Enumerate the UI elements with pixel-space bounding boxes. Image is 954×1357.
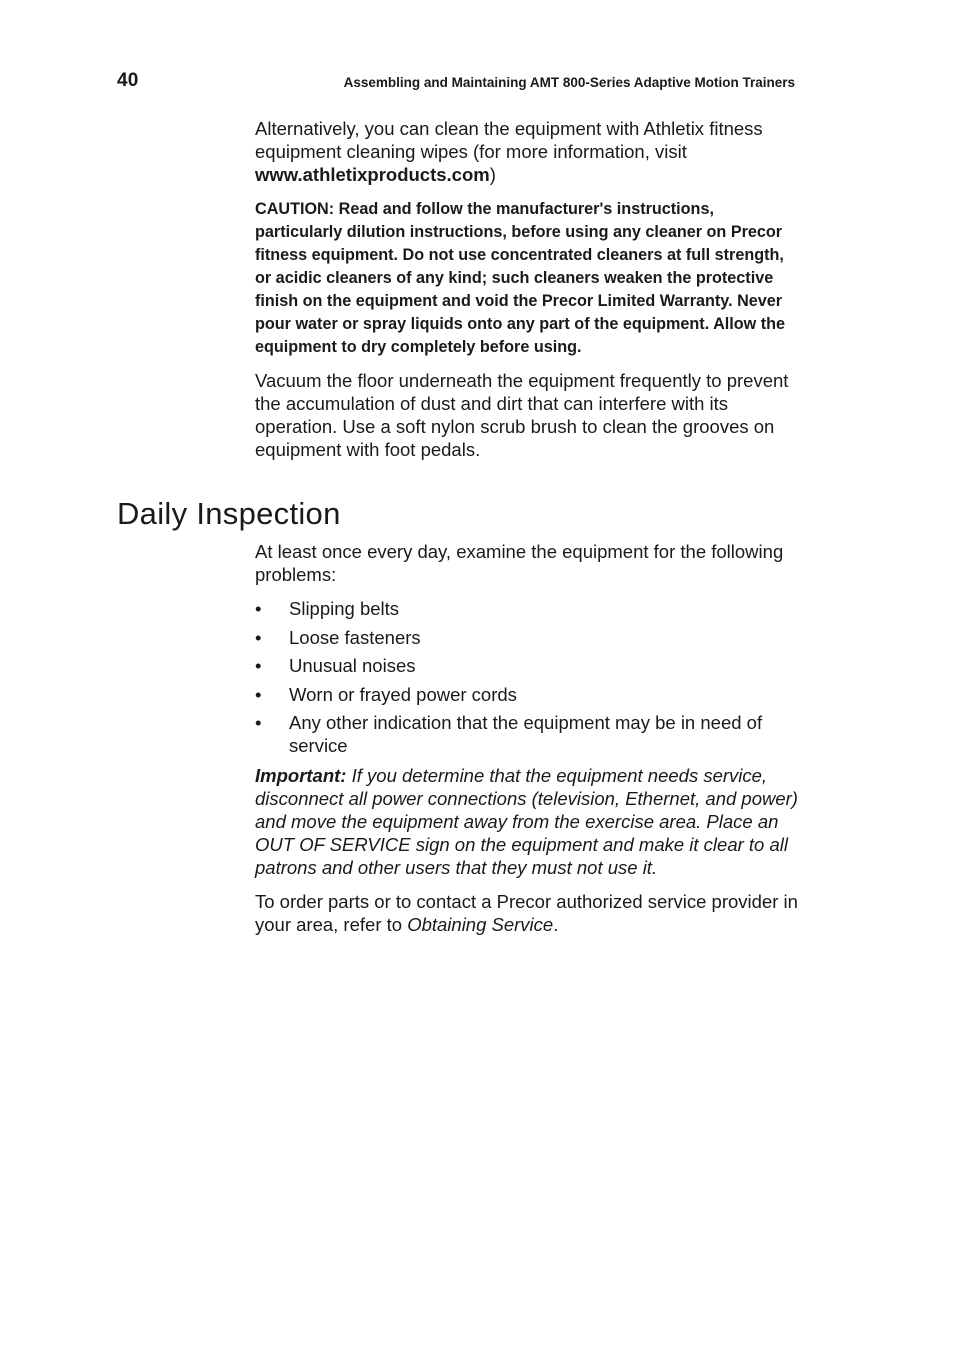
bullet-icon: • bbox=[255, 683, 262, 705]
list-item-text: Any other indication that the equipment may be in need of service bbox=[289, 712, 763, 756]
list-item-text: Loose fasteners bbox=[289, 626, 421, 648]
list-item-text: Slipping belts bbox=[289, 598, 400, 619]
important-text: If you determine that the equipment needs service, disconnect all power connections (television, Ethernet, and power) and move the equipment away from the exercise area. Place an OUT OF SERVICE sign on the equipment and make it clear to all patrons and other users that they must not use it. bbox=[255, 765, 798, 878]
order-parts-paragraph bbox=[255, 890, 800, 936]
important-note bbox=[255, 764, 800, 879]
order-parts-end: . bbox=[553, 914, 559, 935]
list-item-text: Worn or frayed power cords bbox=[289, 683, 517, 705]
running-header: Assembling and Maintaining AMT 800-Series Adaptive Motion Trainers bbox=[343, 75, 795, 90]
cleaning-wipes-text: Alternatively, you can clean the equipment with Athletix fitness equipment cleaning wipes (for more information, visit bbox=[255, 118, 763, 162]
bullet-icon: • bbox=[255, 626, 262, 648]
athletix-link[interactable]: www.athletixproducts.com bbox=[255, 164, 490, 185]
list-item bbox=[255, 683, 800, 706]
daily-inspection-intro: At least once every day, examine the equipment for the following problems: bbox=[255, 541, 784, 585]
vacuum-paragraph: Vacuum the floor underneath the equipment frequently to prevent the accumulation of dust and dirt that can interfere with its operation. Use a soft nylon scrub brush to clean the grooves on equipment with foot pedals. bbox=[255, 370, 789, 460]
section-heading-daily-inspection: Daily Inspection bbox=[117, 496, 341, 531]
list-item-text: Unusual noises bbox=[289, 655, 416, 676]
bullet-icon: • bbox=[255, 655, 262, 676]
list-item bbox=[255, 597, 800, 620]
list-item bbox=[255, 626, 800, 649]
order-parts-text: To order parts or to contact a Precor authorized service provider in your area, refer to bbox=[255, 891, 798, 935]
page-number: 40 bbox=[117, 70, 139, 91]
cleaning-wipes-close: ) bbox=[489, 164, 496, 185]
inspection-problem-list bbox=[255, 597, 800, 763]
important-label: Important: bbox=[255, 765, 347, 786]
list-item bbox=[255, 711, 800, 757]
cleaning-wipes-paragraph bbox=[255, 117, 800, 186]
bullet-icon: • bbox=[255, 598, 262, 619]
list-item bbox=[255, 654, 800, 677]
bullet-icon: • bbox=[255, 712, 262, 733]
obtaining-service-reference[interactable]: Obtaining Service bbox=[407, 914, 554, 935]
caution-paragraph: CAUTION: Read and follow the manufacturer's instructions, particularly dilution instructions, before using any cleaner on Precor fitness equipment. Do not use concentrated cleaners at full strength, or acidic cleaners of any kind; such cleaners weaken the protective finish on the equipment and void the Precor Limited Warranty. Never pour water or spray liquids onto any part of the equipment. Allow the equipment to dry completely before using. bbox=[255, 200, 786, 356]
